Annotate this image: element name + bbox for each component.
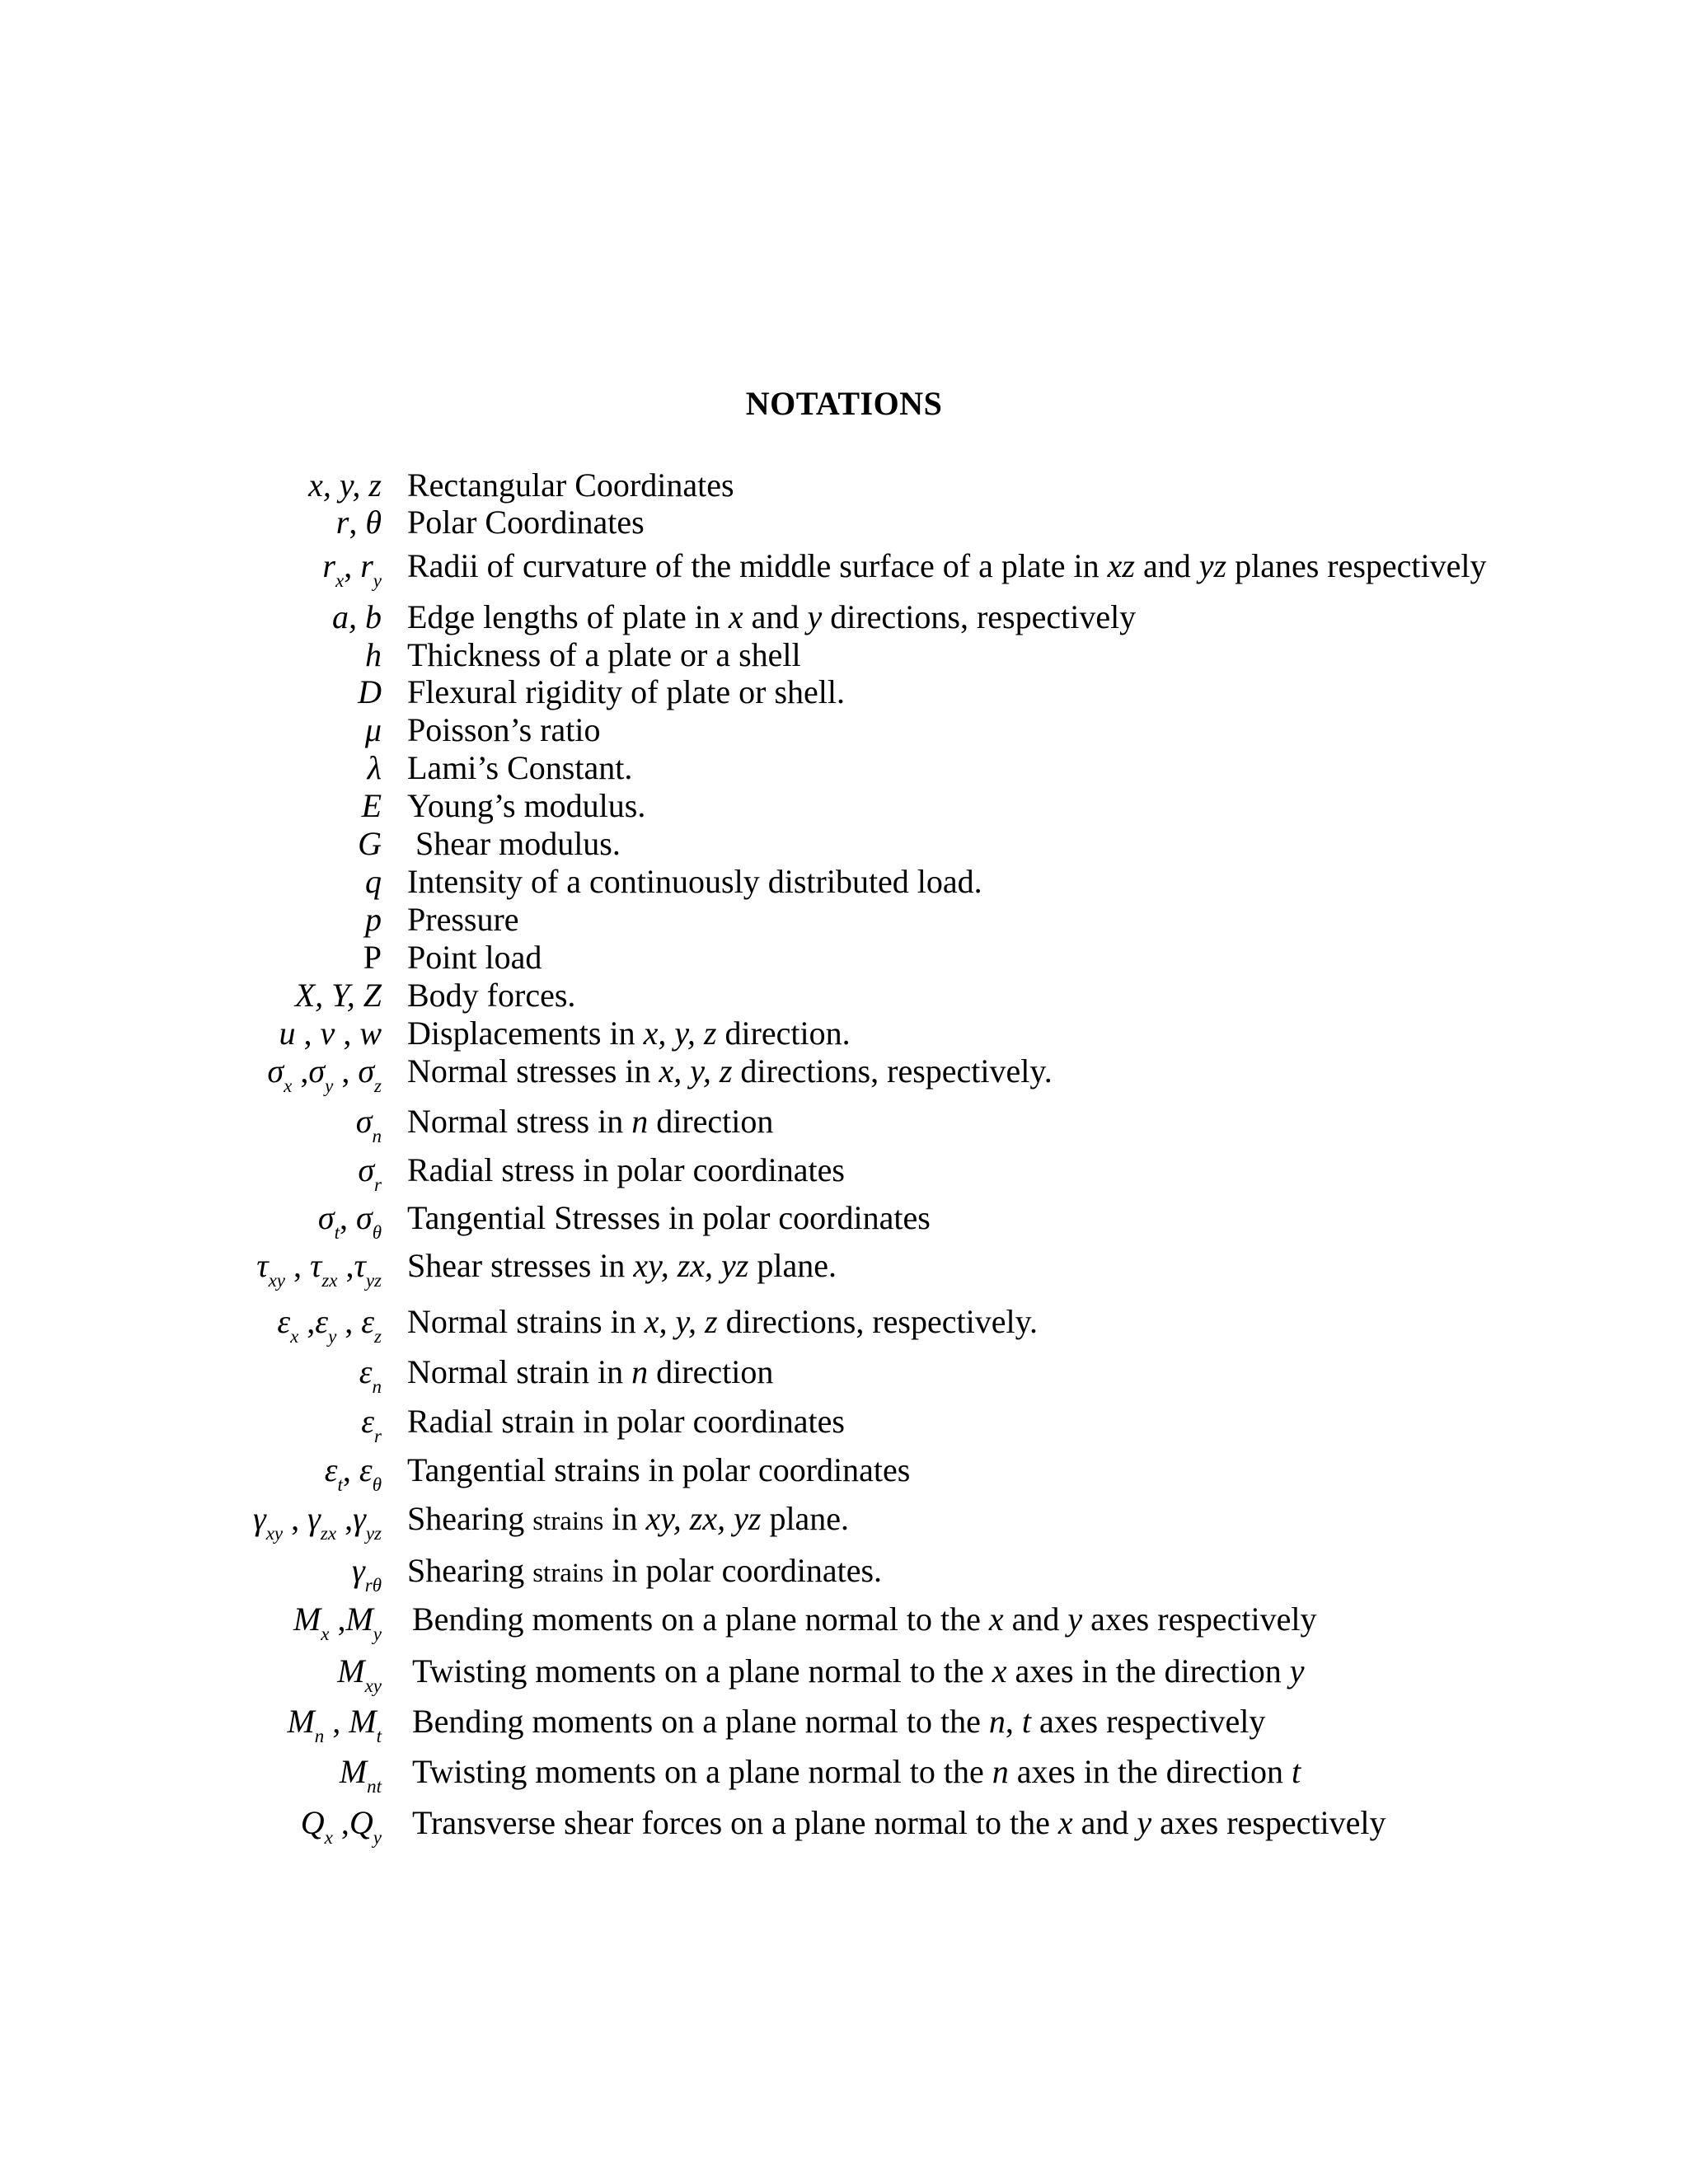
notation-description: Normal stress in n direction <box>407 1103 774 1140</box>
notation-symbol: a, b <box>332 598 382 635</box>
notation-row <box>0 1502 1688 1549</box>
notation-description: Twisting moments on a plane normal to the x axes in the direction y <box>412 1652 1305 1690</box>
notation-description: Point load <box>407 939 542 976</box>
notation-description: Radial strain in polar coordinates <box>407 1403 845 1440</box>
notation-symbol: u , v , w <box>279 1015 382 1052</box>
notation-row <box>0 1451 1688 1500</box>
notation-description: Bending moments on a plane normal to the x and y axes respectively <box>412 1601 1317 1638</box>
notation-description: Normal stresses in x, y, z directions, respectively. <box>407 1052 1053 1090</box>
notation-symbol: λ <box>367 749 382 786</box>
notation-row <box>0 1199 1688 1248</box>
notation-symbol: $\tau_{xy}$ , $\tau_{zx}$ $,\tau_{yz}$ <box>256 1247 382 1291</box>
notation-symbol: p <box>365 901 382 938</box>
notation-symbol: x, y, z <box>308 466 382 504</box>
notation-symbol: $\gamma_{xy}$ , $\gamma_{zx}$ $,\gamma_{yz}$ <box>252 1500 382 1544</box>
notation-description: Poisson’s ratio <box>407 711 601 748</box>
notation-symbol: $\sigma_n$ <box>355 1103 382 1146</box>
notation-symbol: q <box>365 863 382 900</box>
notation-symbol: h <box>365 636 382 673</box>
notation-description: Flexural rigidity of plate or shell. <box>407 673 845 710</box>
notation-description: Thickness of a plate or a shell <box>407 636 801 673</box>
notation-symbol: $M_x$ $,M_y$ <box>293 1601 382 1644</box>
notation-description: Young’s modulus. <box>407 787 646 824</box>
notation-row <box>0 1755 1688 1802</box>
notation-description: Radii of curvature of the middle surface of a plate in xz and yz planes respectively <box>407 547 1487 584</box>
notation-description: Body forces. <box>407 977 576 1014</box>
notation-row <box>0 1705 1688 1751</box>
notation-row <box>0 1405 1688 1451</box>
notation-description: Displacements in x, y, z direction. <box>407 1015 851 1052</box>
notation-symbol: μ <box>364 711 382 748</box>
notation-row <box>0 1305 1688 1352</box>
notation-row <box>0 1652 1688 1701</box>
notation-description: Polar Coordinates <box>407 504 645 541</box>
notation-description: Lami’s Constant. <box>407 749 633 786</box>
notation-row <box>0 1554 1688 1601</box>
notation-symbol: $M_n$ , $M_t$ <box>287 1703 382 1746</box>
notation-symbol: $M_{xy}$ <box>337 1652 382 1696</box>
notation-description: Shear stresses in xy, zx, yz plane. <box>407 1247 837 1284</box>
notation-description: Transverse shear forces on a plane normal to the x and y axes respectively <box>412 1804 1386 1841</box>
notation-description: Shear modulus. <box>407 825 621 862</box>
notation-symbol: $\sigma_r$ <box>358 1151 382 1195</box>
notation-symbol: $\varepsilon_x$ $,\varepsilon_y$ , $\varepsilon_z$ <box>277 1303 382 1347</box>
notation-symbol: $\sigma_x$ $,\sigma_y$ , $\sigma_z$ <box>267 1052 382 1096</box>
notation-row <box>0 1249 1688 1296</box>
notation-description: Normal strain in n direction <box>407 1353 774 1390</box>
notation-description: Shearing strains in xy, zx, yz plane. <box>407 1500 850 1537</box>
notation-symbol: $Q_x$ $,Q_y$ <box>300 1804 382 1848</box>
notation-symbol: E <box>361 787 382 824</box>
notation-row <box>0 1804 1688 1853</box>
notation-symbol: r, θ <box>335 504 382 541</box>
notation-symbol: $\varepsilon_n$ <box>359 1353 382 1397</box>
notation-symbol: $\sigma_t$, $\sigma_\theta$ <box>317 1199 382 1243</box>
notation-description: Shearing strains in polar coordinates. <box>407 1552 883 1589</box>
notation-description: Edge lengths of plate in x and y directions, respectively <box>407 598 1137 635</box>
notation-row <box>0 547 1688 596</box>
notation-symbol: $r_x$, $r_y$ <box>322 547 382 591</box>
notation-row <box>0 1353 1688 1402</box>
notation-description: Pressure <box>407 901 519 938</box>
notation-row <box>0 1151 1688 1200</box>
notation-symbol: P <box>363 939 382 976</box>
notation-row <box>0 1052 1688 1101</box>
notation-description: Rectangular Coordinates <box>407 466 734 504</box>
notation-description: Twisting moments on a plane normal to the n axes in the direction t <box>412 1753 1301 1790</box>
notation-description: Radial stress in polar coordinates <box>407 1151 845 1188</box>
notation-description: Bending moments on a plane normal to the n, t axes respectively <box>412 1703 1266 1740</box>
notation-description: Normal strains in x, y, z directions, respectively. <box>407 1303 1038 1340</box>
notation-symbol: G <box>358 825 382 862</box>
notation-symbol: $\gamma_{r\theta}$ <box>351 1552 382 1596</box>
notation-description: Tangential Stresses in polar coordinates <box>407 1199 931 1236</box>
notation-row <box>0 1603 1688 1649</box>
notation-row <box>0 506 1688 552</box>
page-title: NOTATIONS <box>745 385 943 422</box>
notation-symbol: X, Y, Z <box>294 977 382 1014</box>
notation-symbol: $M_{nt}$ <box>339 1753 382 1797</box>
notation-symbol: D <box>358 673 382 710</box>
notation-description: Tangential strains in polar coordinates <box>407 1451 911 1488</box>
notation-symbol: $\varepsilon_t$, $\varepsilon_\theta$ <box>324 1451 382 1495</box>
notation-symbol: $\varepsilon_r$ <box>361 1403 382 1446</box>
notation-description: Intensity of a continuously distributed load. <box>407 863 982 900</box>
notation-row <box>0 1105 1688 1151</box>
